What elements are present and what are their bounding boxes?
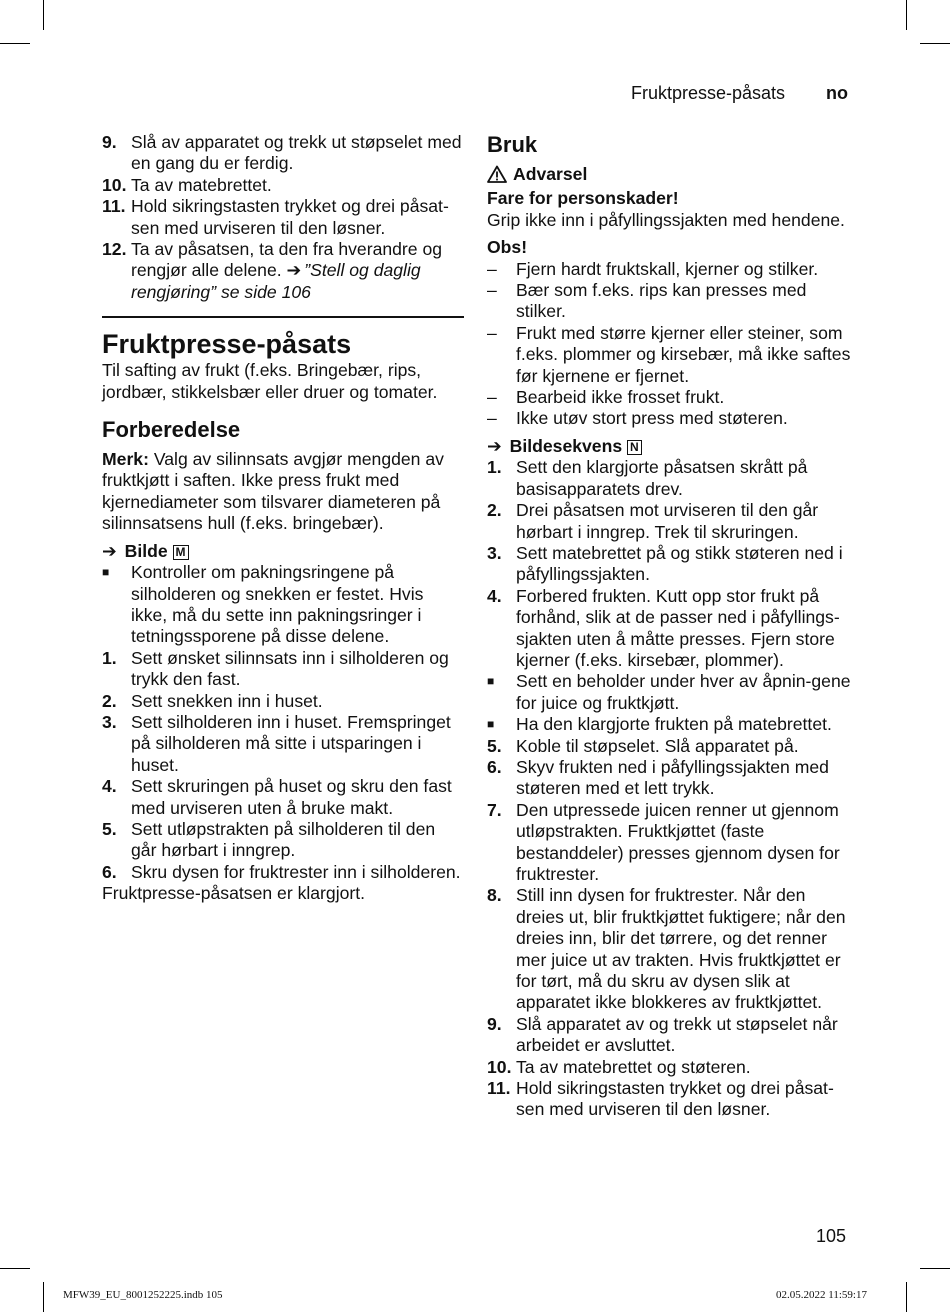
step-number: 7. <box>487 799 502 820</box>
dash-bullet: – <box>487 280 497 301</box>
step-text: Sett den klargjorte påsatsen skrått på basisapparatets drev. <box>516 457 808 499</box>
step-text: Sett silholderen inn i huset. Fremspringet på silholderen må sitte i utsparingen i huset. <box>131 711 451 775</box>
crop-mark <box>0 1268 30 1269</box>
step-number: 1. <box>102 647 117 668</box>
list-item <box>102 691 464 712</box>
list-item <box>487 885 851 1013</box>
dash-text: Ikke utøv stort press med støteren. <box>516 408 788 429</box>
list-item <box>487 543 851 586</box>
list-item <box>102 862 464 883</box>
bullet-item <box>487 671 851 714</box>
step-number: 9. <box>487 1013 502 1034</box>
warning-heading <box>487 164 851 188</box>
step-number: 1. <box>487 457 502 478</box>
step-text: Hold sikringstasten trykket og drei påsat-sen med urviseren til den løsner. <box>516 1078 834 1120</box>
dash-item <box>487 323 851 387</box>
section-title: Fruktpresse-påsats <box>102 329 352 360</box>
dash-item <box>487 387 851 408</box>
arrow-right-icon: ➔ <box>286 260 302 281</box>
intro-text: Til safting av frukt (f.eks. Bringebær, rips, jordbær, stikkelsbær eller druer og tomater. <box>102 360 438 402</box>
dash-bullet: – <box>487 258 497 279</box>
list-item <box>487 586 851 672</box>
figure-reference <box>487 436 851 457</box>
bullet-text: Ha den klargjorte frukten på matebrettet. <box>516 714 832 735</box>
step-number: 2. <box>487 500 502 521</box>
step-text: Sett snekken inn i huset. <box>131 690 323 711</box>
warning-triangle-icon <box>487 165 507 188</box>
dash-item <box>487 259 851 280</box>
hazard-title: Fare for personskader! <box>487 188 679 209</box>
step-number: 12. <box>102 239 127 260</box>
dash-text: Bearbeid ikke frosset frukt. <box>516 387 725 408</box>
step-number: 10. <box>102 174 127 195</box>
figure-label: Bildesekvens <box>509 435 623 456</box>
note-label: Merk: <box>102 449 149 470</box>
list-item <box>487 1057 851 1078</box>
step-number: 9. <box>102 132 117 152</box>
ready-text: Fruktpresse-påsatsen er klargjort. <box>102 883 366 904</box>
list-item <box>102 239 464 303</box>
list-item <box>102 648 464 691</box>
subsection-title: Forberedelse <box>102 417 241 443</box>
bullet-item <box>487 714 851 735</box>
warning-label: Advarsel <box>513 164 588 184</box>
step-text: Slå apparatet av og trekk ut støpselet når arbeidet er avsluttet. <box>516 1013 838 1056</box>
page-number: 105 <box>816 1226 847 1246</box>
running-header-title: Fruktpresse-påsats <box>631 83 786 103</box>
dash-bullet: – <box>487 322 497 343</box>
step-number: 5. <box>102 818 117 839</box>
dash-text: Frukt med større kjerner eller steiner, som f.eks. plommer og kirsebær, må ikke saftes før kjernene er fjernet. <box>516 322 851 386</box>
step-number: 3. <box>102 711 117 732</box>
step-text: Ta av matebrettet. <box>131 174 272 195</box>
print-footer-timestamp: 02.05.2022 11:59:17 <box>776 1289 867 1301</box>
step-text: Slå av apparatet og trekk ut støpselet med en gang du er ferdig. <box>131 132 462 174</box>
figure-letter-badge: N <box>627 440 642 455</box>
dash-item <box>487 408 851 429</box>
step-text: Hold sikringstasten trykket og drei påsat-sen med urviseren til den løsner. <box>131 196 449 238</box>
step-number: 5. <box>487 735 502 756</box>
step-number: 4. <box>102 776 117 797</box>
list-item <box>102 712 464 776</box>
list-item <box>487 457 851 500</box>
section-title: Bruk <box>487 132 538 157</box>
caution-label: Obs! <box>487 237 528 258</box>
hazard-text: Grip ikke inn i påfyllingssjakten med hendene. <box>487 209 845 230</box>
step-text: Sett ønsket silinnsats inn i silholderen og trykk den fast. <box>131 647 449 690</box>
square-bullet-icon: ■ <box>487 674 495 689</box>
list-item <box>487 500 851 543</box>
crop-mark <box>920 1268 950 1269</box>
figure-letter-badge: M <box>173 545 189 560</box>
cross-reference-link[interactable]: ”Stell og daglig rengjøring” se side 106 <box>131 260 421 302</box>
step-number: 6. <box>102 861 117 882</box>
print-footer-file: MFW39_EU_8001252225.indb 105 <box>63 1289 223 1301</box>
step-text: Sett matebrettet på og stikk støteren ned i påfyllingssjakten. <box>516 542 843 585</box>
square-bullet-icon: ■ <box>487 717 495 732</box>
left-column <box>102 132 464 905</box>
step-text: Sett skruringen på huset og skru den fast med urviseren uten å bruke makt. <box>131 776 452 818</box>
list-item <box>487 800 851 886</box>
step-text: Koble til støpselet. Slå apparatet på. <box>516 735 799 756</box>
arrow-right-icon: ➔ <box>102 540 117 561</box>
step-number: 10. <box>487 1056 512 1077</box>
list-item <box>487 736 851 757</box>
step-number: 6. <box>487 756 502 777</box>
step-text: Drei påsatsen mot urviseren til den går hørbart i inngrep. Trek til skruringen. <box>516 500 819 542</box>
right-column <box>487 132 851 1121</box>
language-code: no <box>826 83 848 103</box>
arrow-right-icon: ➔ <box>487 435 502 456</box>
crop-mark <box>906 1282 907 1312</box>
list-item <box>102 132 464 175</box>
step-number: 3. <box>487 542 502 563</box>
list-item <box>487 1014 851 1057</box>
step-text: Sett utløpstrakten på silholderen til den går hørbart i inngrep. <box>131 818 436 861</box>
step-text: Den utpressede juicen renner ut gjennom utløpstrakten. Fruktkjøttet (faste bestanddeler) presses gjennom dysen for fruktrester. <box>516 799 840 884</box>
list-item <box>487 1078 851 1121</box>
step-text: Forbered frukten. Kutt opp stor frukt på forhånd, slik at de passer ned i påfyllings-sjakten uten å måtte presses. Fjern store kjerner (f.eks. kirsebær, plommer). <box>516 585 840 670</box>
crop-mark <box>0 43 30 44</box>
note-text: Valg av silinnsats avgjør mengden av fruktkjøtt i saften. Ikke press frukt med kjernediameter som tilsvarer diameteren på silinnsatsens hull (f.eks. bringebær). <box>102 449 444 534</box>
bullet-text: Sett en beholder under hver av åpnin-gene for juice og fruktkjøtt. <box>516 671 851 713</box>
note-paragraph <box>102 449 464 535</box>
square-bullet-icon: ■ <box>102 565 110 580</box>
step-number: 4. <box>487 585 502 606</box>
step-text: Skyv frukten ned i påfyllingssjakten med støteren med et lett trykk. <box>516 756 829 799</box>
dash-text: Fjern hardt fruktskall, kjerner og stilker. <box>516 258 819 279</box>
figure-reference <box>102 541 464 562</box>
list-item <box>102 196 464 239</box>
crop-mark <box>906 0 907 30</box>
step-text: Still inn dysen for fruktrester. Når den dreies ut, blir fruktkjøttet fuktigere; når den dreies inn, blir det tørrere, og det renner mer juice ut av trakten. Hvis fruktkjøttet er for tørt, må du skru av dysen slik at apparatet ikke blokkeres av fruktkjøttet. <box>516 885 846 1013</box>
list-item <box>487 757 851 800</box>
list-item <box>102 175 464 196</box>
figure-label: Bilde <box>124 540 168 561</box>
dash-bullet: – <box>487 387 497 408</box>
list-item <box>102 819 464 862</box>
step-number: 8. <box>487 885 502 906</box>
dash-item <box>487 280 851 323</box>
bullet-text: Kontroller om pakningsringene på silholderen og snekken er festet. Hvis ikke, må du sette inn pakningsringer i tetningssporene på disse delene. <box>131 562 424 647</box>
crop-mark <box>920 43 950 44</box>
bullet-item <box>102 562 464 648</box>
dash-text: Bær som f.eks. rips kan presses med stilker. <box>516 280 807 322</box>
list-item <box>102 776 464 819</box>
dash-bullet: – <box>487 408 497 429</box>
step-text: Ta av matebrettet og støteren. <box>516 1056 751 1077</box>
step-number: 2. <box>102 690 117 711</box>
crop-mark <box>43 0 44 30</box>
step-number: 11. <box>102 196 126 217</box>
step-text: Ta av påsatsen, ta den fra hverandre og rengjør alle delene. <box>131 239 443 281</box>
step-text: Skru dysen for fruktrester inn i silholderen. <box>131 861 461 882</box>
step-number: 11. <box>487 1078 511 1099</box>
crop-mark <box>43 1282 44 1312</box>
